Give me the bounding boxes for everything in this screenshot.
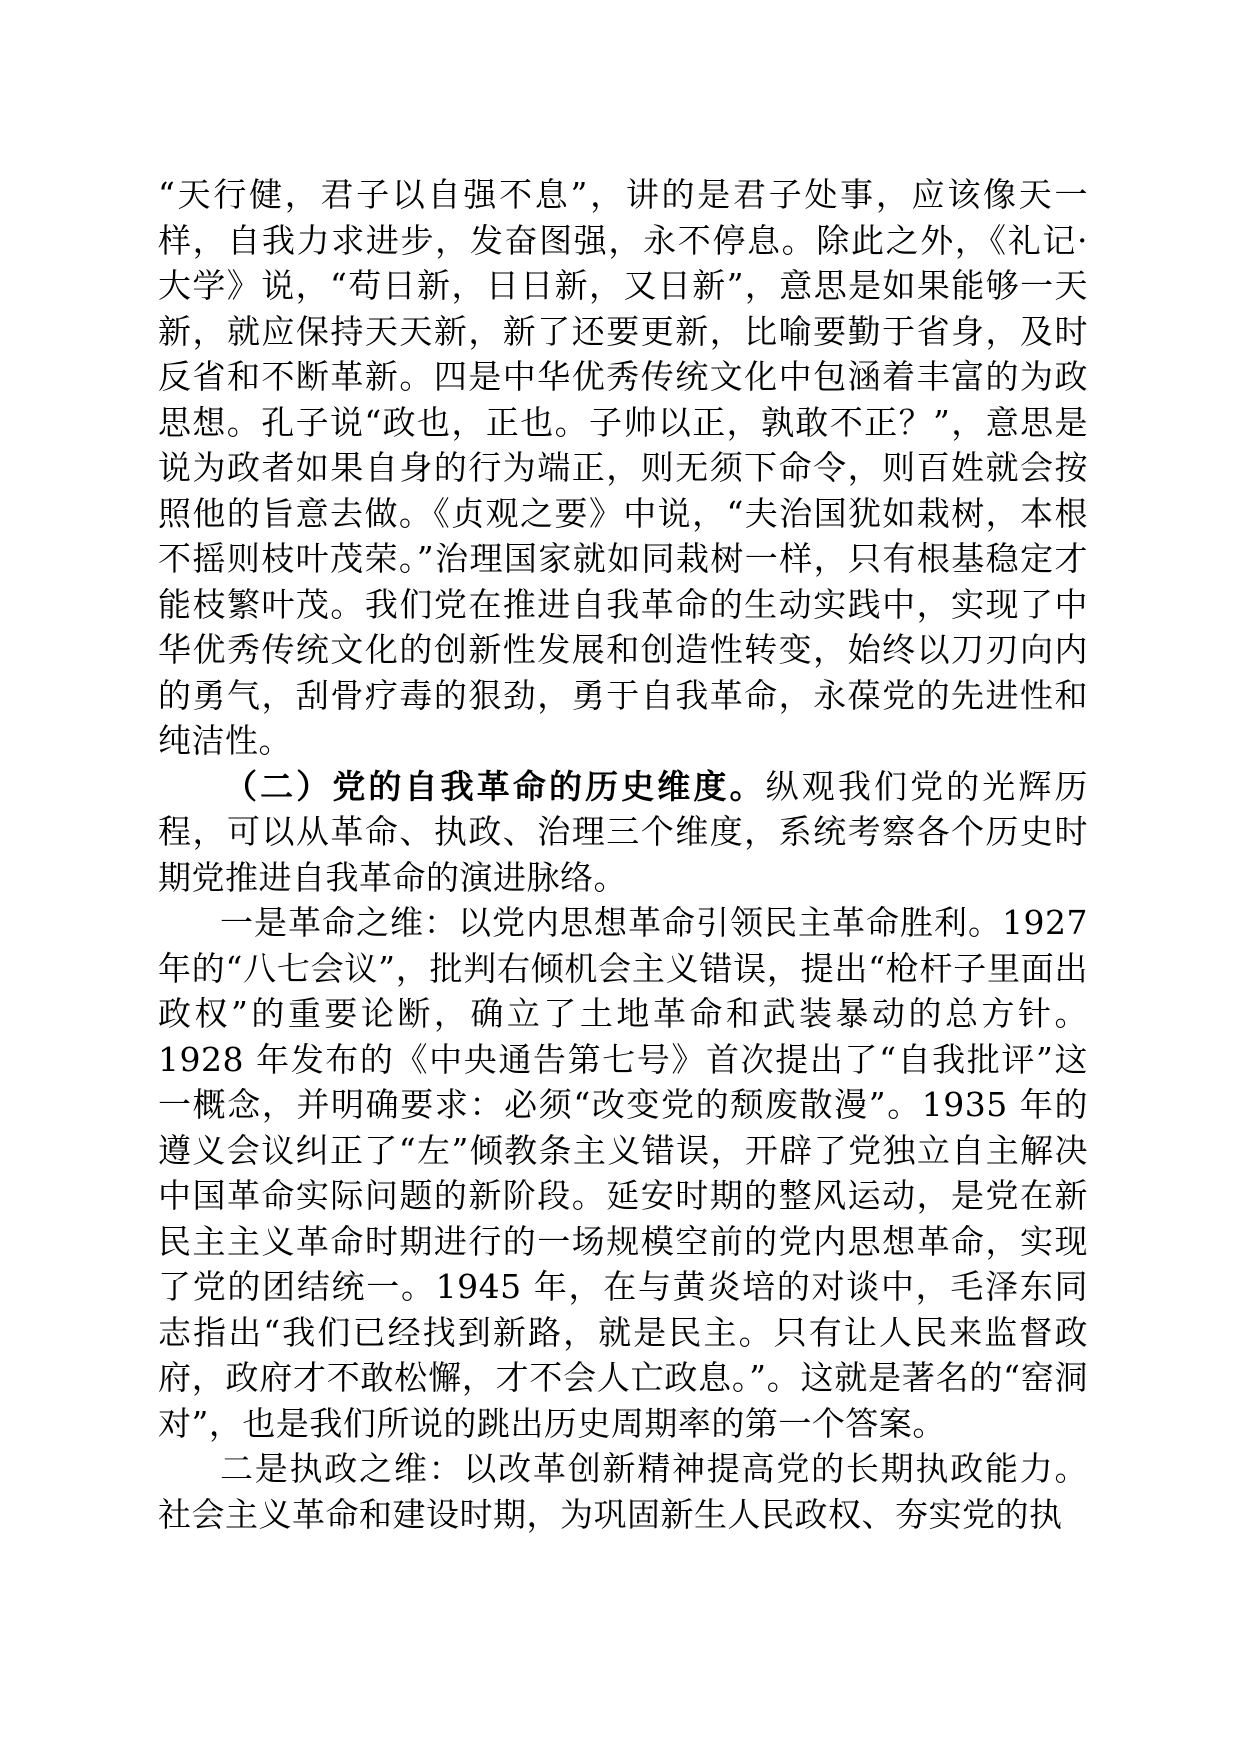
paragraph-governance-dimension: 二是执政之维：以改革创新精神提高党的长期执政能力。社会主义革命和建设时期，为巩固新生人民政权、夯实党的执 (158, 1449, 1088, 1534)
document-page (158, 172, 1088, 1537)
section-heading-body: 纵观我们党的光辉历程，可以从革命、执政、治理三个维度，系统考察各个历史时期党推进自我革命的演进脉络。 (158, 766, 1089, 897)
paragraph-revolution-dimension: 一是革命之维：以党内思想革命引领民主革命胜利。1927年的“八七会议”，批判右倾机会主义错误，提出“枪杆子里面出政权”的重要论断，确立了土地革命和武装暴动的总方针。1928 年发布的《中央通告第七号》首次提出了“自我批评”这一概念，并明确要求：必须“改变党的颓废散漫”。1935 年的遵义会议纠正了“左”倾教条主义错误，开辟了党独立自主解决中国革命实际问题的新阶段。延安时期的整风运动，是党在新民主主义革命时期进行的一场规模空前的党内思想革命，实现了党的团结统一。1945 年，在与黄炎培的对谈中，毛泽东同志指出“我们已经找到新路，就是民主。只有让人民来监督政府，政府才不敢松懈，才不会人亡政息。”。这就是著名的“窑洞对”，也是我们所说的跳出历史周期率的第一个答案。 (158, 903, 1088, 1443)
section-heading: （二）党的自我革命的历史维度。 (224, 766, 766, 806)
paragraph-traditional-culture: “天行健，君子以自强不息”，讲的是君子处事，应该像天一样，自我力求进步，发奋图强，永不停息。除此之外，《礼记·大学》说，“苟日新，日日新，又日新”，意思是如果能够一天新，就应保持天天新，新了还要更新，比喻要勤于省身，及时反省和不断革新。四是中华优秀传统文化中包涵着丰富的为政思想。孔子说“政也，正也。子帅以正，孰敢不正？”，意思是说为政者如果自身的行为端正，则无须下命令，则百姓就会按照他的旨意去做。《贞观之要》中说，“夫治国犹如栽树，本根不摇则枝叶茂荣。”治理国家就如同栽树一样，只有根基稳定才能枝繁叶茂。我们党在推进自我革命的生动实践中，实现了中华优秀传统文化的创新性发展和创造性转变，始终以刀刃向内的勇气，刮骨疗毒的狠劲，勇于自我革命，永葆党的先进性和纯洁性。 (158, 175, 1088, 760)
paragraph-historical-dimension (158, 764, 1088, 901)
